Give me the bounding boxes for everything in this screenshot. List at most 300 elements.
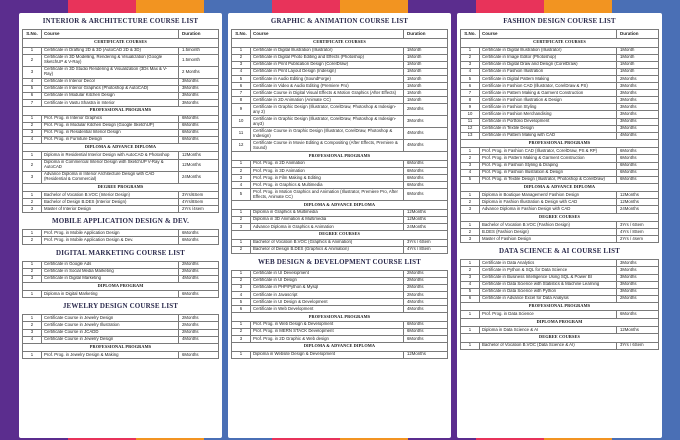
course-name: Diploma in 3D Animation & Multimedia xyxy=(251,216,404,223)
course-duration: 2Months xyxy=(617,295,659,302)
course-name: Certificate in Interior Graphics (Photoshop & AutoCAD) xyxy=(42,85,179,92)
course-duration: 6Months xyxy=(179,136,219,143)
course-name: Prof. Prog. in Graphics & Multimedia xyxy=(251,182,404,189)
serial-number: 4 xyxy=(23,136,42,143)
course-duration: 1Month xyxy=(404,97,448,104)
serial-number: 2 xyxy=(461,267,480,274)
serial-number: 3 xyxy=(461,162,480,169)
serial-number: 1 xyxy=(461,222,480,229)
table-row xyxy=(461,222,659,229)
column-header-duration: Duration xyxy=(617,30,659,39)
course-duration: 4Months xyxy=(404,128,448,140)
course-duration: 1Month xyxy=(617,54,659,61)
course-name: Prof. Prog. in Residential Interior Design xyxy=(42,129,179,136)
table-row xyxy=(23,78,219,85)
serial-number: 5 xyxy=(232,189,251,201)
group-heading-row xyxy=(461,139,659,148)
table-row xyxy=(461,281,659,288)
serial-number: 1 xyxy=(461,327,480,334)
section-title: GRAPHIC & ANIMATION COURSE LIST xyxy=(270,17,409,25)
section-title: WEB DESIGN & DEVELOPMENT COURSE LIST xyxy=(258,257,421,266)
serial-number: 4 xyxy=(461,281,480,288)
course-name: Bachelor of Vocation B.VOC (Fashion Design) xyxy=(480,222,617,229)
table-row xyxy=(461,274,659,281)
serial-number: 5 xyxy=(23,85,42,92)
course-table xyxy=(22,29,219,213)
table-row xyxy=(232,246,448,253)
course-name: Prof. Prog. in 2D Graphic & Web design xyxy=(251,335,404,342)
serial-number: 1 xyxy=(232,270,251,277)
serial-number: 4 xyxy=(23,78,42,85)
course-name: Prof. Prog. in Furniture Design xyxy=(42,136,179,143)
table-row xyxy=(461,169,659,176)
table-row xyxy=(232,189,448,201)
course-name: Certificate Course in Jewelry Illustration xyxy=(42,322,179,329)
serial-number: 13 xyxy=(461,132,480,139)
course-duration: 1Month xyxy=(404,54,448,61)
table-row xyxy=(232,209,448,216)
course-name: Master of Interior Design xyxy=(42,206,179,213)
course-name: Prof. Prog. in Web Design & Development xyxy=(251,321,404,328)
group-heading: PROFESSIONAL PROGRAMS xyxy=(23,107,219,116)
group-heading-row xyxy=(461,39,659,48)
course-duration: 1Month xyxy=(404,68,448,75)
serial-number: 3 xyxy=(232,335,251,342)
course-duration: 6Months xyxy=(179,129,219,136)
course-duration: 6Months xyxy=(404,160,448,167)
table-row xyxy=(232,182,448,189)
serial-number: 2 xyxy=(23,122,42,129)
section-title: INTERIOR & ARCHITECTURE COURSE LIST xyxy=(42,17,199,25)
serial-number: 2 xyxy=(23,159,42,171)
table-row xyxy=(232,90,448,97)
group-heading-row xyxy=(232,39,448,48)
course-duration: 6Months xyxy=(617,162,659,169)
course-duration: 4Months xyxy=(404,140,448,152)
table-row xyxy=(232,160,448,167)
column-header-duration: Duration xyxy=(179,30,219,39)
course-duration: 12Months xyxy=(404,209,448,216)
course-duration: 1Month xyxy=(617,61,659,68)
course-name: Certificate in Print Layout Design (Indesign) xyxy=(251,68,404,75)
serial-number: 10 xyxy=(461,111,480,118)
course-name: Certificate in Pattern Making & Garment Construction xyxy=(480,90,617,97)
course-name: Certificate Course in Jewelry Design xyxy=(42,336,179,343)
table-row xyxy=(461,162,659,169)
serial-number: 1 xyxy=(23,152,42,159)
group-heading: CERTIFICATE COURSES xyxy=(23,39,219,48)
course-duration: 4Months xyxy=(179,275,219,282)
course-table xyxy=(22,229,219,244)
course-duration: 3Months xyxy=(617,274,659,281)
course-duration: 12Months xyxy=(617,199,659,206)
serial-number: 2 xyxy=(461,54,480,61)
table-header-row xyxy=(232,30,448,39)
table-row xyxy=(461,295,659,302)
course-duration: 3Months xyxy=(617,288,659,295)
serial-number: 5 xyxy=(232,75,251,82)
course-name: Certificate in Javascript xyxy=(251,291,404,298)
course-duration: 4Yrs / 8Sem xyxy=(617,229,659,236)
course-duration: 2Months xyxy=(179,268,219,275)
section-title: DIGITAL MARKETING COURSE LIST xyxy=(56,248,185,257)
group-heading: DIPLOMA & ADVANCE DIPLOMA xyxy=(232,343,448,352)
course-duration: 3Months xyxy=(617,83,659,90)
course-duration: 2 Months xyxy=(179,66,219,78)
table-row xyxy=(23,85,219,92)
course-name: Prof. Prog. in 2D Animation xyxy=(251,160,404,167)
table-row xyxy=(461,206,659,213)
table-row xyxy=(461,311,659,318)
serial-number: 1 xyxy=(23,230,42,237)
group-heading-row xyxy=(232,152,448,161)
course-duration: 6Months xyxy=(179,230,219,237)
serial-number: 4 xyxy=(232,68,251,75)
course-duration: 3Months xyxy=(404,116,448,128)
table-row xyxy=(232,167,448,174)
table-row xyxy=(23,315,219,322)
table-row xyxy=(232,223,448,230)
serial-number: 1 xyxy=(232,209,251,216)
course-name: Certificate in Graphic Design (Illustrator, CorelDraw, Photoshop & Indesign- any 2) xyxy=(251,104,404,116)
column-left xyxy=(19,13,222,438)
serial-number: 1 xyxy=(23,47,42,54)
course-name: Certificate in Drafting 2D & 3D (AutoCAD 2D & 3D) xyxy=(42,47,179,54)
course-duration: 6Months xyxy=(617,176,659,183)
course-name: Diploma in Website Design & Development xyxy=(251,351,404,358)
table-row xyxy=(23,122,219,129)
course-duration: 1Month xyxy=(404,75,448,82)
course-name: Prof. Prog. in Modular Kitchen Design (Google SketchUP) xyxy=(42,122,179,129)
course-name: Prof. Prog. in MERN STACK Development xyxy=(251,328,404,335)
course-duration: 12Months xyxy=(404,216,448,223)
table-row xyxy=(23,329,219,336)
group-heading-row xyxy=(232,201,448,210)
group-heading-row xyxy=(23,39,219,48)
table-row xyxy=(461,97,659,104)
serial-number: 1 xyxy=(23,261,42,268)
course-duration: 1Month xyxy=(404,61,448,68)
serial-number: 1 xyxy=(461,192,480,199)
course-duration: 3Yrs / 6Sem xyxy=(404,239,448,246)
serial-number: 3 xyxy=(461,61,480,68)
course-name: Certificate in UI Design xyxy=(251,277,404,284)
serial-number: 5 xyxy=(232,299,251,306)
course-name: Certificate in Fashion Illustration xyxy=(480,68,617,75)
section-title: JEWELRY DESIGN COURSE LIST xyxy=(62,302,179,311)
serial-number: 1 xyxy=(461,260,480,267)
course-duration: 2Yrs /4sem xyxy=(179,206,219,213)
column-header-sn: S.No. xyxy=(232,30,251,39)
serial-number: 6 xyxy=(461,295,480,302)
table-row xyxy=(23,275,219,282)
table-row xyxy=(232,277,448,284)
course-name: Certificate Course in JCADD xyxy=(42,329,179,336)
table-header-row xyxy=(461,30,659,39)
serial-number: 1 xyxy=(232,47,251,54)
table-row xyxy=(23,159,219,171)
course-duration: 6Months xyxy=(404,189,448,201)
course-duration: 1Month xyxy=(404,83,448,90)
serial-number: 2 xyxy=(232,246,251,253)
serial-number: 8 xyxy=(461,97,480,104)
course-duration: 24Months xyxy=(404,223,448,230)
table-row xyxy=(461,111,659,118)
course-table xyxy=(22,314,219,359)
group-heading-row xyxy=(232,313,448,322)
course-name: Certificate in 3D Modelling, Rendering & Visualization (Google SketchUP & V-Ray) xyxy=(42,54,179,66)
course-name: Certificate in UI Design & Development xyxy=(251,299,404,306)
course-name: Certificate in Portfolio Development xyxy=(480,118,617,125)
course-duration: 4Months xyxy=(404,306,448,313)
table-header-row xyxy=(23,30,219,39)
serial-number: 2 xyxy=(461,229,480,236)
group-heading-row xyxy=(23,183,219,192)
course-duration: 24Months xyxy=(617,206,659,213)
table-row xyxy=(23,261,219,268)
course-name: Bachelor of Vocation B.VOC (Data Science & AI) xyxy=(480,342,617,349)
course-duration: 12Months xyxy=(404,351,448,358)
group-heading-row xyxy=(232,343,448,352)
course-duration: 3Months xyxy=(179,78,219,85)
serial-number: 5 xyxy=(461,176,480,183)
group-heading: DIPLOMA & ADVANCE DIPLOMA xyxy=(23,143,219,152)
course-name: Diploma in Boutique Management/ Fashion Design xyxy=(480,192,617,199)
table-row xyxy=(461,327,659,334)
group-heading-row xyxy=(461,302,659,311)
table-row xyxy=(232,216,448,223)
serial-number: 10 xyxy=(232,116,251,128)
serial-number: 8 xyxy=(232,97,251,104)
course-name: Advance Diploma in Interior Architecture Design with CAD (Residential & Commercial) xyxy=(42,171,179,183)
serial-number: 3 xyxy=(23,206,42,213)
table-row xyxy=(461,61,659,68)
course-name: Bachelor of Design B.DES (Interior Design) xyxy=(42,199,179,206)
group-heading: DIPLOMA & ADVANCE DIPLOMA xyxy=(461,183,659,192)
serial-number: 1 xyxy=(23,352,42,359)
course-duration: 2Months xyxy=(404,104,448,116)
table-row xyxy=(23,54,219,66)
table-row xyxy=(232,239,448,246)
serial-number: 3 xyxy=(23,129,42,136)
table-row xyxy=(461,155,659,162)
course-duration: 12Months xyxy=(617,327,659,334)
table-row xyxy=(23,171,219,183)
course-duration: 1Month xyxy=(404,47,448,54)
course-name: Certificate in Digital Draw and Design (CorelDraw) xyxy=(480,61,617,68)
course-name: Certificate in Audio Editing (SoundForge) xyxy=(251,75,404,82)
serial-number: 5 xyxy=(461,75,480,82)
course-duration: 6Months xyxy=(617,148,659,155)
group-heading-row xyxy=(461,334,659,343)
course-duration: 12Months xyxy=(179,159,219,171)
table-row xyxy=(461,68,659,75)
course-name: Prof. Prog. in Fashion Illustration & Design xyxy=(480,169,617,176)
group-heading-row xyxy=(23,143,219,152)
table-row xyxy=(23,47,219,54)
course-name: Certificate in Graphic Design (Illustrator, CorelDraw, Photoshop & Indesign- any3) xyxy=(251,116,404,128)
table-row xyxy=(23,237,219,244)
table-row xyxy=(232,328,448,335)
table-row xyxy=(232,270,448,277)
course-duration: 6Months xyxy=(404,167,448,174)
serial-number: 4 xyxy=(461,68,480,75)
table-row xyxy=(232,75,448,82)
table-row xyxy=(23,291,219,298)
course-name: Bachelor of Vocation B.VOC (Graphics & Animation) xyxy=(251,239,404,246)
column-header-duration: Duration xyxy=(404,30,448,39)
table-row xyxy=(23,192,219,199)
serial-number: 7 xyxy=(23,99,42,106)
group-heading: PROFESSIONAL PROGRAMS xyxy=(232,152,448,161)
course-duration: 2Months xyxy=(404,291,448,298)
course-name: Bachelor of Vocation B.VOC (Interior Design) xyxy=(42,192,179,199)
table-row xyxy=(23,230,219,237)
group-heading: DEGREE COURSES xyxy=(461,334,659,343)
table-row xyxy=(461,229,659,236)
course-name: Certificate in Modular Kitchen Design xyxy=(42,92,179,99)
table-row xyxy=(461,176,659,183)
table-row xyxy=(232,68,448,75)
course-duration: 12Months xyxy=(617,192,659,199)
course-name: Certificate in Interior Decor xyxy=(42,78,179,85)
serial-number: 1 xyxy=(232,160,251,167)
table-row xyxy=(461,90,659,97)
table-row xyxy=(461,47,659,54)
course-duration: 1Month xyxy=(404,90,448,97)
group-heading: CERTIFICATE COURSES xyxy=(232,39,448,48)
course-duration: 6Months xyxy=(179,291,219,298)
course-duration: 6Months xyxy=(404,182,448,189)
course-duration: 2Months xyxy=(404,270,448,277)
course-duration: 3Months xyxy=(617,125,659,132)
serial-number: 1 xyxy=(23,315,42,322)
serial-number: 4 xyxy=(232,182,251,189)
course-duration: 3Months xyxy=(617,118,659,125)
course-name: Certificate in Video & Audio Editing (Premiere Pro) xyxy=(251,83,404,90)
course-name: Prof. Prog. in Data Science xyxy=(480,311,617,318)
table-row xyxy=(23,66,219,78)
group-heading-row xyxy=(461,213,659,222)
serial-number: 1 xyxy=(461,47,480,54)
table-row xyxy=(461,260,659,267)
course-duration: 6Months xyxy=(179,115,219,122)
course-name: Prof. Prog. in Fashion Styling & Draping xyxy=(480,162,617,169)
group-heading-row xyxy=(461,183,659,192)
course-name: Certificate in Fashion Merchandising xyxy=(480,111,617,118)
course-name: Certificate in Python & SQL for Data Science xyxy=(480,267,617,274)
serial-number: 4 xyxy=(23,336,42,343)
serial-number: 6 xyxy=(461,83,480,90)
serial-number: 2 xyxy=(23,268,42,275)
course-name: Bachelor of Design B.DES (Graphics & Animation) xyxy=(251,246,404,253)
table-row xyxy=(232,47,448,54)
table-row xyxy=(461,267,659,274)
course-name: Certificate in 2D Animation (Animate CC) xyxy=(251,97,404,104)
table-row xyxy=(232,291,448,298)
table-row xyxy=(232,351,448,358)
table-row xyxy=(232,104,448,116)
serial-number: 6 xyxy=(23,92,42,99)
table-row xyxy=(461,342,659,349)
serial-number: 1 xyxy=(23,192,42,199)
course-duration: 2Months xyxy=(617,75,659,82)
table-row xyxy=(23,352,219,359)
group-heading-row xyxy=(232,231,448,240)
course-duration: 2Months xyxy=(179,322,219,329)
course-duration: 2Yrs / 4sem xyxy=(617,236,659,243)
group-heading: PROFESSIONAL PROGRAMS xyxy=(232,313,448,322)
course-name: Certificate in Data Science with Python xyxy=(480,288,617,295)
course-name: Certificate in PHP/Python & Mysql xyxy=(251,284,404,291)
group-heading: PROFESSIONAL PROGRAMS xyxy=(23,343,219,352)
course-duration: 4Yrs / 8Sem xyxy=(404,246,448,253)
course-name: Certificate in Business Intelligence Using SQL & Power BI xyxy=(480,274,617,281)
course-name: Certificate in Google Ads xyxy=(42,261,179,268)
table-row xyxy=(461,125,659,132)
table-row xyxy=(461,83,659,90)
course-name: Prof. Prog. in Interior Graphics xyxy=(42,115,179,122)
column-header-course: Course xyxy=(251,30,404,39)
serial-number: 3 xyxy=(23,275,42,282)
serial-number: 3 xyxy=(232,61,251,68)
group-heading-row xyxy=(23,107,219,116)
course-name: Prof. Prog. in Mobile Application Design xyxy=(42,230,179,237)
course-name: Diploma in Commercial Interior Design with SketchUP V-Ray & AutoCAD xyxy=(42,159,179,171)
course-name: Certificate in Vastu Shastra in Interior xyxy=(42,99,179,106)
course-name: Certificate in Textile Design xyxy=(480,125,617,132)
course-name: Prof. Prog. in Motion Graphics and Animation (Illustrator, Premiere Pro, After Effects, Animate CC) xyxy=(251,189,404,201)
course-name: Certificate in Image Editor (Photoshop) xyxy=(480,54,617,61)
group-heading-row xyxy=(23,343,219,352)
section-title: MOBILE APPLICATION DESIGN & DEV. xyxy=(52,217,189,226)
serial-number: 3 xyxy=(23,171,42,183)
course-table xyxy=(231,29,448,254)
table-row xyxy=(23,322,219,329)
course-name: Certificate in Digital Illustration (Illustrator) xyxy=(251,47,404,54)
serial-number: 3 xyxy=(461,274,480,281)
course-duration: 3Yrs / 6Sem xyxy=(617,222,659,229)
course-name: Diploma in Fashion Illustration & Design with CAD xyxy=(480,199,617,206)
serial-number: 2 xyxy=(23,54,42,66)
course-name: Diploma in Residential Interior Design with AutoCAD & Photoshop xyxy=(42,152,179,159)
course-name: Diploma in Data Science & AI xyxy=(480,327,617,334)
course-duration: 3Months xyxy=(617,111,659,118)
course-duration: 2Months xyxy=(404,284,448,291)
table-row xyxy=(461,192,659,199)
course-duration: 3Months xyxy=(617,90,659,97)
course-name: Certificate in Social Media Marketing xyxy=(42,268,179,275)
table-row xyxy=(23,92,219,99)
group-heading-row xyxy=(23,282,219,291)
serial-number: 1 xyxy=(23,115,42,122)
table-row xyxy=(23,268,219,275)
group-heading: DEGREE PROGRAMS xyxy=(23,183,219,192)
table-row xyxy=(232,128,448,140)
course-duration: 6Months xyxy=(617,311,659,318)
group-heading: PROFESSIONAL PROGRAMS xyxy=(461,139,659,148)
course-name: Certificate Course in Digital Visual Effects & Motion Graphics (After Effects) xyxy=(251,90,404,97)
column-middle xyxy=(228,13,451,438)
table-row xyxy=(232,335,448,342)
course-duration: 6Months xyxy=(617,169,659,176)
column-header-course: Course xyxy=(42,30,179,39)
course-duration: 6Months xyxy=(404,321,448,328)
course-name: Certificate in Digital Pattern Making xyxy=(480,75,617,82)
table-row xyxy=(232,97,448,104)
course-duration: 12Months xyxy=(179,152,219,159)
course-name: Certificate in Digital Photo Editing and Effects (Photoshop) xyxy=(251,54,404,61)
